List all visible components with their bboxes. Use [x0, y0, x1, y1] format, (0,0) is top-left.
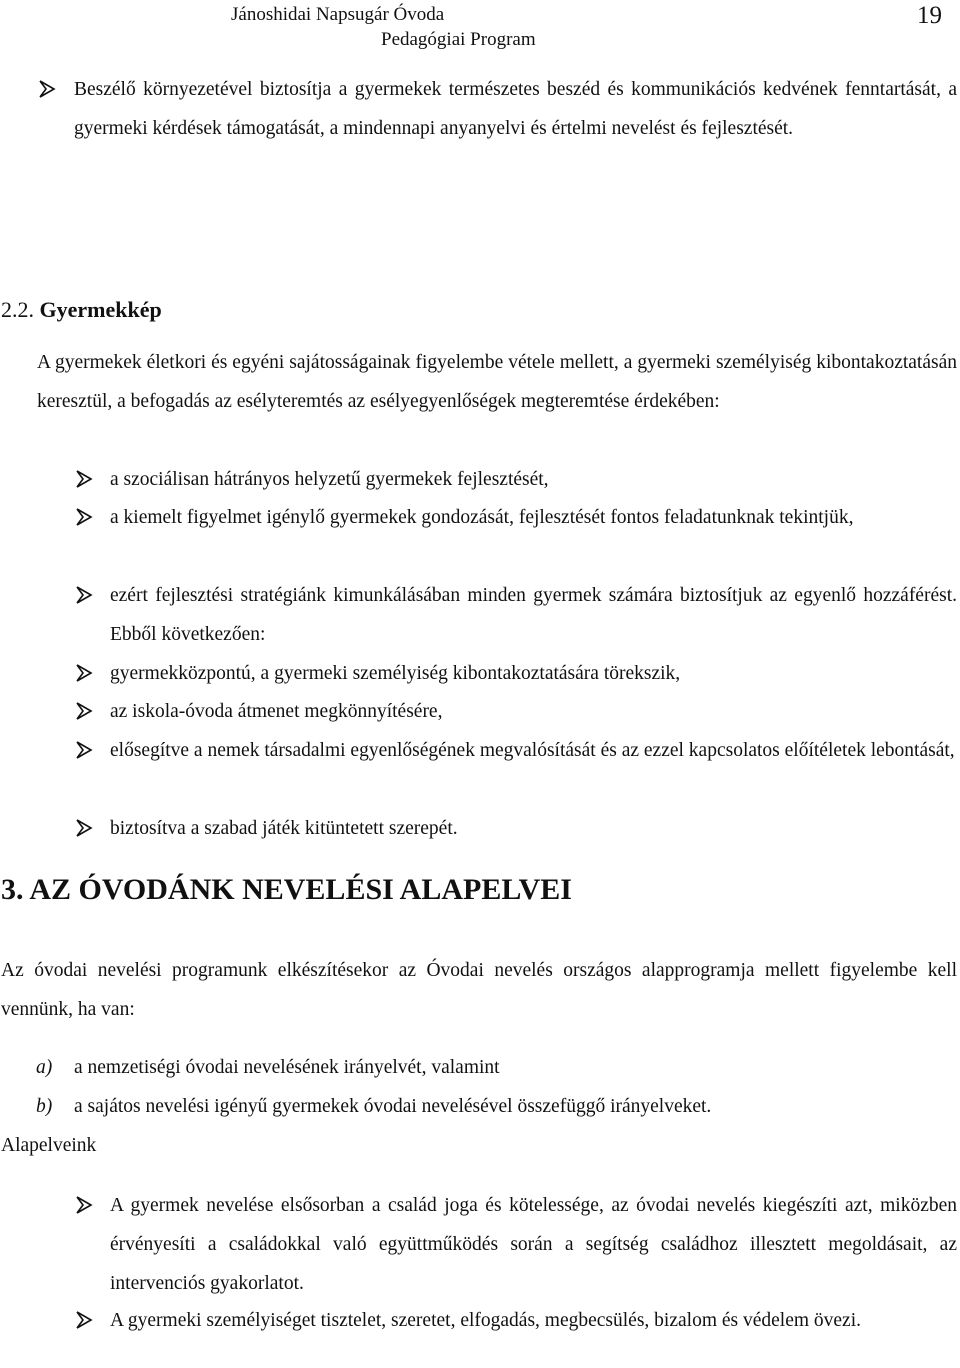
item-text: a sajátos nevelési igényű gyermekek óvodai nevelésével összefüggő irányelveket. [74, 1096, 712, 1117]
item-text: a nemzetiségi óvodai nevelésének irányelvét, valamint [74, 1057, 500, 1078]
arrowhead-bullet-icon [74, 507, 94, 527]
list-item-text: A gyermek nevelése elsősorban a család joga és kötelessége, az óvodai nevelés kiegészíti azt, miközben érvényesíti a családokkal való együttműködés során a segítség családhoz illesztett megoldásait, az intervenciós gyakorlatot. [110, 1195, 957, 1294]
header-program: Pedagógiai Program [381, 29, 536, 50]
list-item-text: biztosítva a szabad játék kitüntetett szerepét. [110, 818, 458, 839]
subheading-alapelveink: Alapelveink [1, 1135, 97, 1156]
section-heading-2-2 [1, 290, 162, 329]
lettered-item-a [36, 1048, 500, 1087]
list-item-text: a kiemelt figyelmet igénylő gyermekek gondozását, fejlesztését fontos feladatunknak tekintjük, [110, 507, 854, 528]
arrowhead-bullet-icon [74, 469, 94, 489]
chapter-heading: 3. AZ ÓVODÁNK NEVELÉSI ALAPELVEI [1, 873, 572, 906]
arrowhead-bullet-icon [74, 1195, 94, 1215]
alapelvek-paragraph: Az óvodai nevelési programunk elkészítésekor az Óvodai nevelés országos alapprogramja mellett figyelembe kell vennünk, ha van: [1, 960, 957, 1020]
section-title: Gyermekkép [39, 297, 162, 322]
gyermekkep-paragraph: A gyermekek életkori és egyéni sajátosságainak figyelembe vétele mellett, a gyermeki személyiség kibontakoztatásán keresztül, a befogadás az esélyteremtés az esélyegyenlőségek megteremtése érdekében: [37, 352, 957, 412]
section-number: 2.2. [1, 297, 34, 322]
item-label: a) [36, 1057, 53, 1078]
arrowhead-bullet-icon [74, 1310, 94, 1330]
list-item-text: gyermekközpontú, a gyermeki személyiség kibontakoztatására törekszik, [110, 663, 681, 684]
list-item-text: elősegítve a nemek társadalmi egyenlőségének megvalósítását és az ezzel kapcsolatos előítéletek lebontását, [110, 740, 955, 761]
arrowhead-bullet-icon [74, 818, 94, 838]
arrowhead-bullet-icon [37, 79, 57, 99]
arrowhead-bullet-icon [74, 585, 94, 605]
arrowhead-bullet-icon [74, 663, 94, 683]
lettered-item-b [36, 1087, 711, 1126]
list-item-text: a szociálisan hátrányos helyzetű gyermekek fejlesztését, [110, 469, 549, 490]
arrowhead-bullet-icon [74, 740, 94, 760]
list-item-text: az iskola-óvoda átmenet megkönnyítésére, [110, 701, 443, 722]
arrowhead-bullet-icon [74, 701, 94, 721]
header-institution: Jánoshidai Napsugár Óvoda [231, 4, 445, 25]
page-number: 19 [917, 2, 942, 29]
intro-bullet-text: Beszélő környezetével biztosítja a gyermekek természetes beszéd és kommunikációs kedvének fenntartását, a gyermeki kérdések támogatását, a mindennapi anyanyelvi és értelmi nevelést és fejlesztését. [74, 79, 957, 139]
list-item-text: A gyermeki személyiséget tisztelet, szeretet, elfogadás, megbecsülés, bizalom és védelem övezi. [110, 1310, 862, 1331]
item-label: b) [36, 1096, 53, 1117]
list-item-text: ezért fejlesztési stratégiánk kimunkálásában minden gyermek számára biztosítjuk az egyenlő hozzáférést. Ebből következően: [110, 585, 957, 645]
